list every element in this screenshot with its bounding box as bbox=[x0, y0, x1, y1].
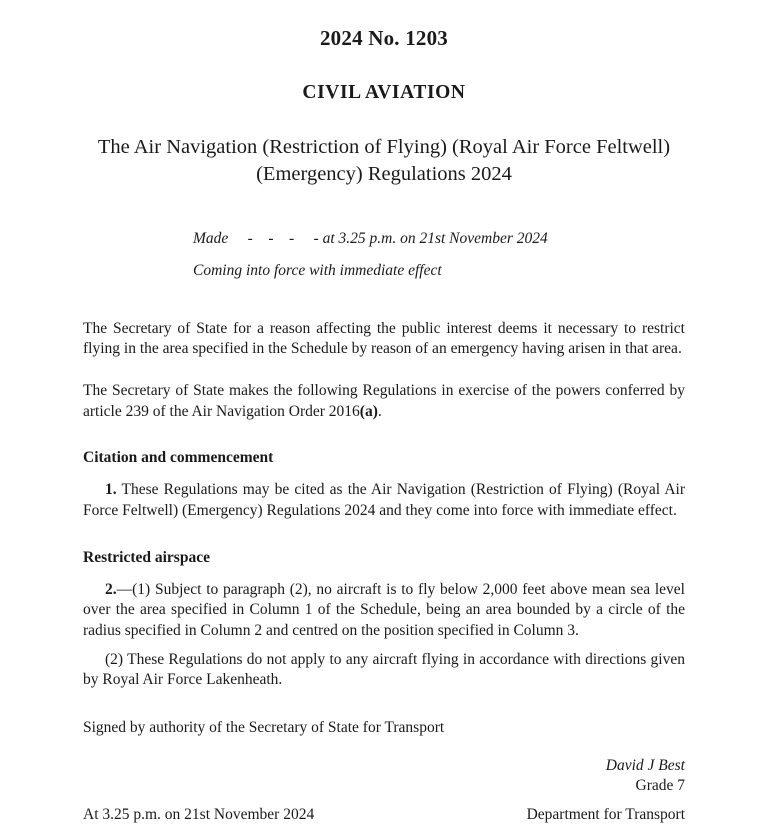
signature-block bbox=[83, 756, 685, 796]
made-value: at 3.25 p.m. on 21st November 2024 bbox=[322, 229, 548, 247]
signed-by-authority-line: Signed by authority of the Secretary of State for Transport bbox=[83, 718, 445, 736]
section-heading-restricted-airspace: Restricted airspace bbox=[83, 548, 210, 566]
preamble-paragraph-2-text: The Secretary of State makes the following Regulations in exercise of the powers conferred by article 239 of the Air Navigation Order 2016 bbox=[83, 382, 685, 420]
footer-row bbox=[83, 805, 685, 824]
regulation-paragraph-2-1 bbox=[83, 580, 685, 642]
regulation-2-1-text: —(1) Subject to paragraph (2), no aircraft is to fly below 2,000 feet above mean sea level over the area specified in Column 1 of the Schedule, being an area bounded by a circle of the radius specified in Column 2 and centred on the position specified in Column 3. bbox=[83, 580, 685, 640]
regulation-2-2-text: (2) These Regulations do not apply to any aircraft flying in accordance with directions given by Royal Air Force Lakenheath. bbox=[83, 650, 685, 689]
footnote-reference-a: (a) bbox=[359, 402, 378, 420]
regulation-paragraph-1 bbox=[83, 480, 685, 521]
preamble-paragraph-1: The Secretary of State for a reason affecting the public interest deems it necessary to restrict flying in the area specified in the Schedule by reason of an emergency having arisen in that area. bbox=[83, 319, 685, 358]
preamble-paragraph-2 bbox=[83, 381, 685, 422]
si-number: 2024 No. 1203 bbox=[319, 26, 448, 50]
coming-into-force-line: Coming into force with immediate effect bbox=[193, 262, 442, 280]
dates-block bbox=[83, 231, 685, 279]
footer-time-line: At 3.25 p.m. on 21st November 2024 bbox=[83, 805, 315, 823]
made-line bbox=[193, 231, 685, 247]
made-label: Made bbox=[193, 229, 229, 247]
regulation-1-number: 1. bbox=[105, 481, 117, 499]
regulation-paragraph-2-2 bbox=[83, 650, 685, 691]
subject-heading: CIVIL AVIATION bbox=[302, 82, 466, 104]
made-leader-dashes: - - - - bbox=[228, 229, 323, 247]
regulation-2-number: 2. bbox=[105, 580, 117, 598]
regulation-1-text: These Regulations may be cited as the Air Navigation (Restriction of Flying) (Royal Air Force Feltwell) (Emergency) Regulations 2024 and they come into force with immediate effect. bbox=[83, 481, 685, 520]
document-title: The Air Navigation (Restriction of Flying) (Royal Air Force Feltwell) (Emergency) Regulations 2024 bbox=[97, 135, 671, 186]
document-content bbox=[83, 0, 685, 824]
section-heading-citation-and-commencement: Citation and commencement bbox=[83, 449, 274, 467]
signatory-name: David J Best bbox=[605, 757, 685, 774]
footer-department-line: Department for Transport bbox=[526, 805, 685, 823]
preamble-paragraph-2-tail: . bbox=[377, 402, 382, 420]
signatory-grade: Grade 7 bbox=[635, 776, 685, 794]
